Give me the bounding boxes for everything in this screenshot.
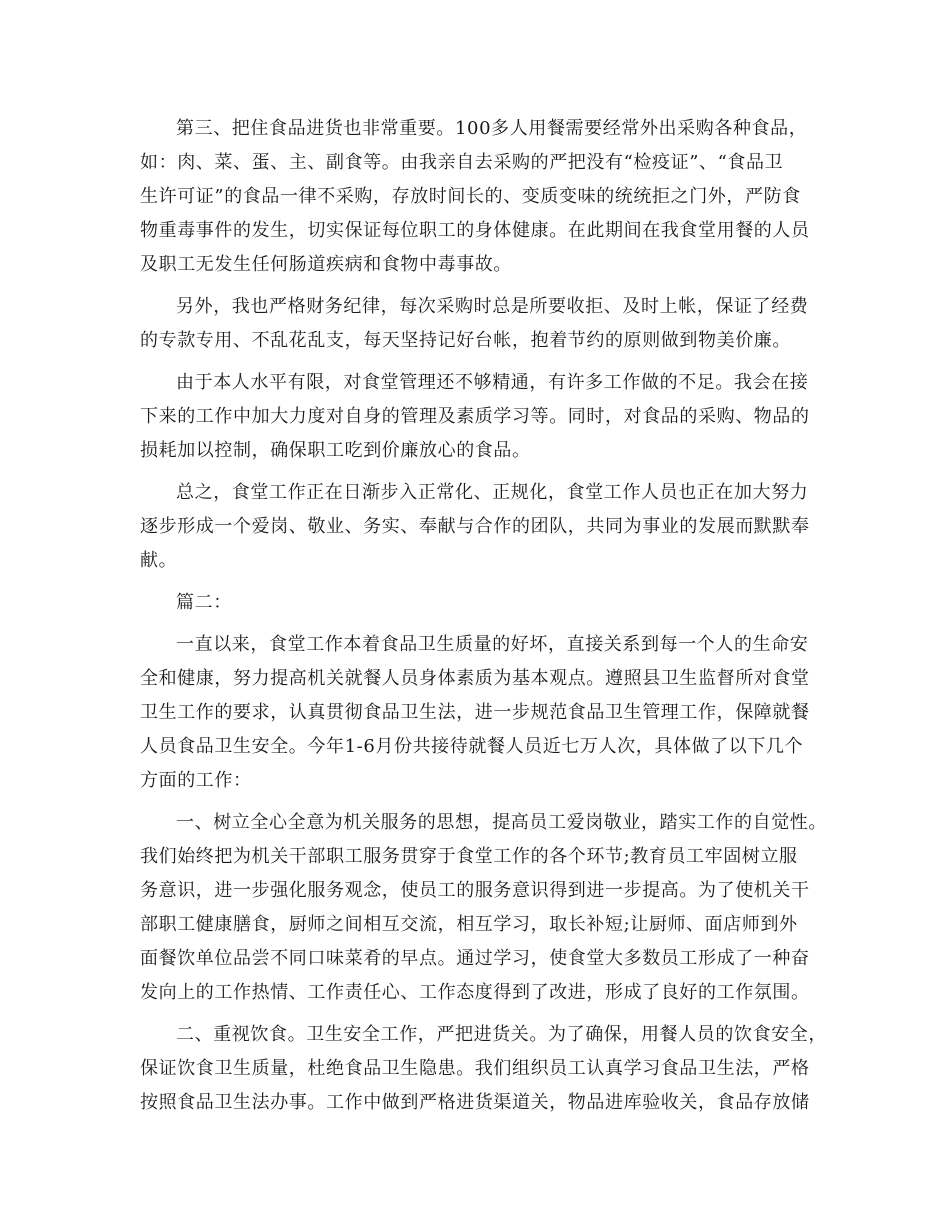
paragraph-gap (140, 468, 830, 476)
paragraph-gap (140, 578, 830, 586)
paragraph (140, 1018, 830, 1120)
text-line: 务意识，进一步强化服务观念，使员工的服务意识得到进一步提高。为了使机关干 (140, 880, 810, 901)
text-line: 全和健康，努力提高机关就餐人员身体素质为基本观点。遵照县卫生监督所对食堂 (140, 668, 810, 689)
text-line: 篇二： (176, 592, 232, 613)
text-line: 一、树立全心全意为机关服务的思想，提高员工爱岗敬业，踏实工作的自觉性。 (176, 812, 827, 833)
text-line: 第三、把住食品进货也非常重要。100多人用餐需要经常外出采购各种食品， (176, 118, 808, 139)
text-line: 面餐饮单位品尝不同口味菜肴的早点。通过学习，使食堂大多数员工形成了一种奋 (140, 948, 810, 969)
paragraph-gap (140, 282, 830, 290)
text-line: 损耗加以控制，确保职工吃到价廉放心的食品。 (140, 440, 531, 461)
text-line: 及职工无发生任何肠道疾病和食物中毒事故。 (140, 254, 512, 275)
text-line: 我们始终把为机关干部职工服务贯穿于食堂工作的各个环节;教育员工牢固树立服 (140, 846, 798, 867)
text-line: 如：肉、菜、蛋、主、副食等。由我亲自去采购的严把没有“检疫证”、“食品卫 (140, 152, 784, 173)
paragraph (140, 290, 830, 358)
paragraph (140, 476, 830, 578)
text-line: 发向上的工作热情、工作责任心、工作态度得到了改进，形成了良好的工作氛围。 (140, 982, 810, 1003)
text-line: 逐步形成一个爱岗、敬业、务实、奉献与合作的团队，共同为事业的发展而默默奉 (140, 516, 810, 537)
text-line: 二、重视饮食。卫生安全工作，严把进货关。为了确保，用餐人员的饮食安全， (176, 1024, 827, 1045)
text-line: 生许可证”的食品一律不采购，存放时间长的、变质变味的统统拒之门外，严防食 (140, 186, 801, 207)
paragraph (140, 806, 830, 1010)
paragraph-gap (140, 358, 830, 366)
paragraph (140, 112, 830, 282)
text-line: 保证饮食卫生质量，杜绝食品卫生隐患。我们组织员工认真学习食品卫生法，严格 (140, 1058, 810, 1079)
text-line: 的专款专用、不乱花乱支，每天坚持记好台帐，抱着节约的原则做到物美价廉。 (140, 330, 791, 351)
text-line: 一直以来，食堂工作本着食品卫生质量的好坏，直接关系到每一个人的生命安 (176, 634, 809, 655)
paragraph-gap (140, 1010, 830, 1018)
text-line: 卫生工作的要求，认真贯彻食品卫生法，进一步规范食品卫生管理工作，保障就餐 (140, 702, 810, 723)
paragraph (140, 586, 830, 620)
text-line: 部职工健康膳食，厨师之间相互交流，相互学习，取长补短;让厨师、面店师到外 (140, 914, 798, 935)
document-body (140, 112, 830, 1120)
text-line: 按照食品卫生法办事。工作中做到严格进货渠道关，物品进库验收关，食品存放储 (140, 1092, 810, 1113)
text-line: 方面的工作： (140, 770, 252, 791)
text-line: 另外，我也严格财务纪律，每次采购时总是所要收拒、及时上帐，保证了经费 (176, 296, 809, 317)
text-line: 献。 (140, 550, 178, 571)
paragraph (140, 628, 830, 798)
text-line: 总之，食堂工作正在日渐步入正常化、正规化，食堂工作人员也正在加大努力 (176, 482, 809, 503)
paragraph-gap (140, 798, 830, 806)
text-line: 物重毒事件的发生，切实保证每位职工的身体健康。在此期间在我食堂用餐的人员 (140, 220, 810, 241)
text-line: 下来的工作中加大力度对自身的管理及素质学习等。同时，对食品的采购、物品的 (140, 406, 810, 427)
paragraph (140, 366, 830, 468)
text-line: 由于本人水平有限，对食堂管理还不够精通，有许多工作做的不足。我会在接 (176, 372, 809, 393)
text-line: 人员食品卫生安全。今年1-6月份共接待就餐人员近七万人次，具体做了以下几个 (140, 736, 804, 757)
paragraph-gap (140, 620, 830, 628)
